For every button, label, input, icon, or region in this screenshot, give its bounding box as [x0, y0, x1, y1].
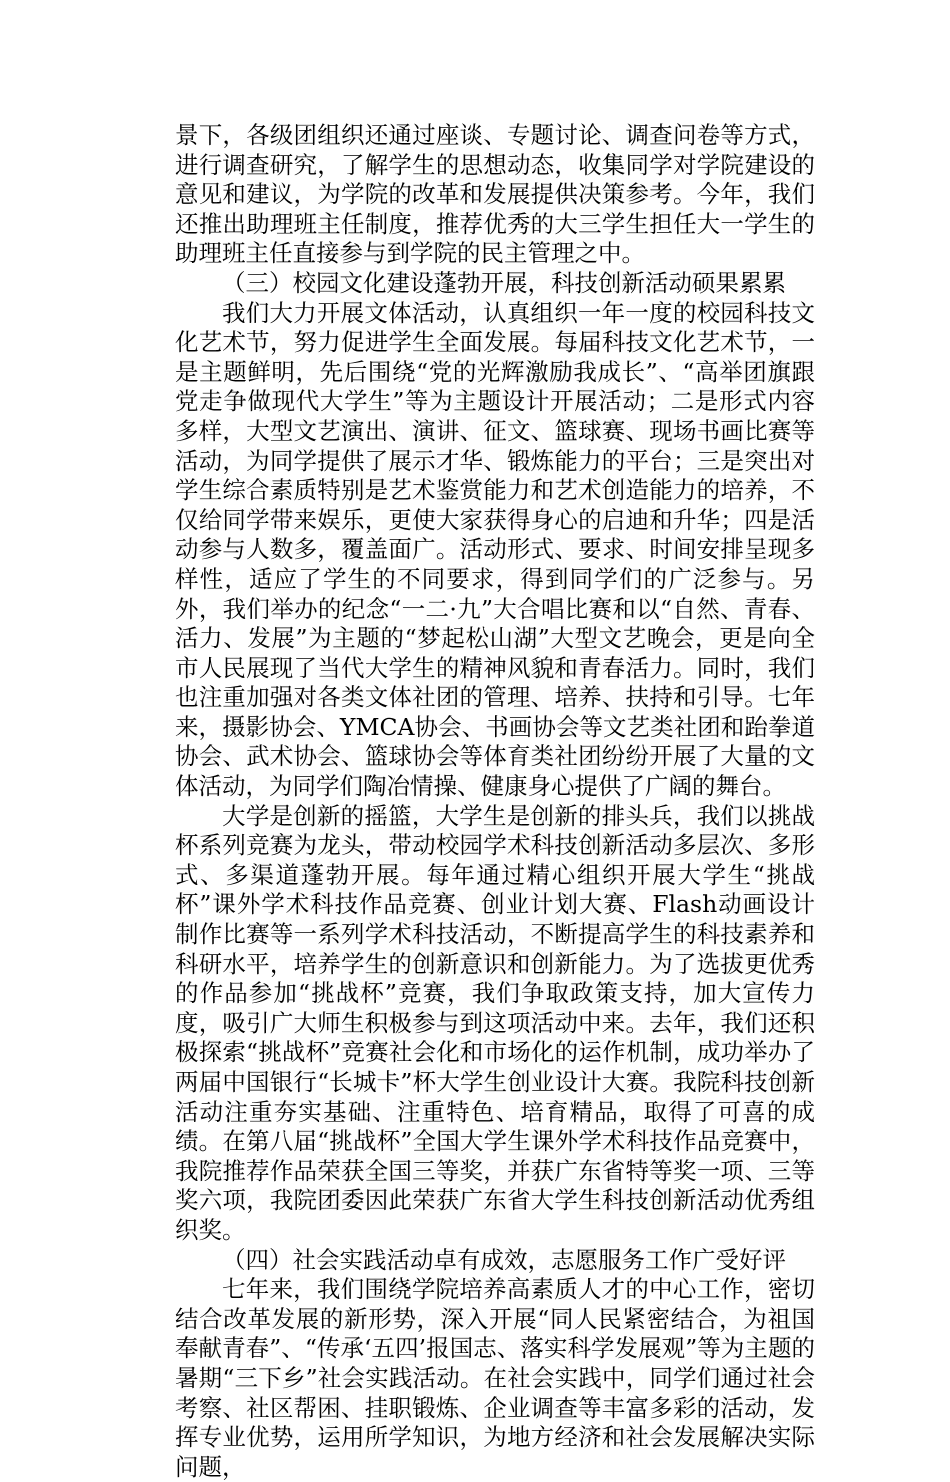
paragraph-cultural-activities: 我们大力开展文体活动，认真组织一年一度的校园科技文化艺术节，努力促进学生全面发展。每届科技文化艺术节，一是主题鲜明，先后围绕“党的光辉激励我成长”、“高举团旗跟党走争做现代大学生”等为主题设计开展活动；二是形式内容多样，大型文艺演出、演讲、征文、篮球赛、现场书画比赛等活动，为同学提供了展示才华、锻炼能力的平台；三是突出对学生综合素质特别是艺术鉴赏能力和艺术创造能力的培养，不仅给同学带来娱乐，更使大家获得身心的启迪和升华；四是活动参与人数多，覆盖面广。活动形式、要求、时间安排呈现多样性，适应了学生的不同要求，得到同学们的广泛参与。另外，我们举办的纪念“一二·九”大合唱比赛和以“自然、青春、活力、发展”为主题的“梦起松山湖”大型文艺晚会，更是向全市人民展现了当代大学生的精神风貌和青春活力。同时，我们也注重加强对各类文体社团的管理、培养、扶持和引导。七年来，摄影协会、YMCA协会、书画协会等文艺类社团和跆拳道协会、武术协会、篮球协会等体育类社团纷纷开展了大量的文体活动，为同学们陶冶情操、健康身心提供了广阔的舞台。 — [175, 298, 815, 801]
paragraph-continuation: 景下，各级团组织还通过座谈、专题讨论、调查问卷等方式，进行调查研究，了解学生的思想动态，收集同学对学院建设的意见和建议，为学院的改革和发展提供决策参考。今年，我们还推出助理班主任制度，推荐优秀的大三学生担任大一学生的助理班主任直接参与到学院的民主管理之中。 — [175, 121, 815, 268]
document-page — [175, 121, 815, 1482]
section-heading-3: （三）校园文化建设蓬勃开展，科技创新活动硕果累累 — [222, 268, 786, 297]
section-heading-4: （四）社会实践活动卓有成效，志愿服务工作广受好评 — [222, 1245, 786, 1274]
paragraph-tech-innovation: 大学是创新的摇篮，大学生是创新的排头兵，我们以挑战杯系列竞赛为龙头，带动校园学术科技创新活动多层次、多形式、多渠道蓬勃开展。每年通过精心组织开展大学生“挑战杯”课外学术科技作品竞赛、创业计划大赛、Flash动画设计制作比赛等一系列学术科技活动，不断提高学生的科技素养和科研水平，培养学生的创新意识和创新能力。为了选拔更优秀的作品参加“挑战杯”竞赛，我们争取政策支持，加大宣传力度，吸引广大师生积极参与到这项活动中来。去年，我们还积极探索“挑战杯”竞赛社会化和市场化的运作机制，成功举办了两届中国银行“长城卡”杯大学生创业设计大赛。我院科技创新活动注重夯实基础、注重特色、培育精品，取得了可喜的成绩。在第八届“挑战杯”全国大学生课外学术科技作品竞赛中，我院推荐作品荣获全国三等奖，并获广东省特等奖一项、三等奖六项，我院团委因此荣获广东省大学生科技创新活动优秀组织奖。 — [175, 801, 815, 1244]
paragraph-social-practice: 七年来，我们围绕学院培养高素质人才的中心工作，密切结合改革发展的新形势，深入开展“同人民紧密结合，为祖国奉献青春”、“传承‘五四’报国志、落实科学发展观”等为主题的暑期“三下乡”社会实践活动。在社会实践中，同学们通过社会考察、社区帮困、挂职锻炼、企业调查等丰富多彩的活动，发挥专业优势，运用所学知识，为地方经济和社会发展解决实际问题， — [175, 1275, 815, 1481]
